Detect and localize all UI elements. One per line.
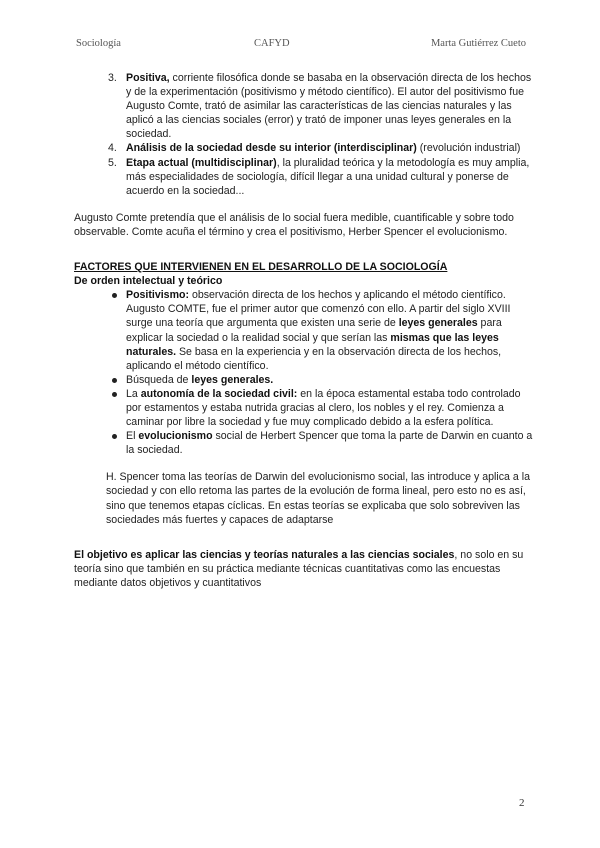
page-header bbox=[76, 38, 526, 52]
stage-title: Análisis de la sociedad desde su interior (interdisciplinar) bbox=[126, 142, 417, 155]
page-content bbox=[74, 71, 534, 590]
bullet-text: social de Herbert Spencer que toma la parte de Darwin en cuanto a la sociedad. bbox=[126, 430, 533, 457]
spencer-paragraph: H. Spencer toma las teorías de Darwin del evolucionismo social, las introduce y aplica a la sociedad y con ello retoma las partes de la evolución de forma lineal, pero esto no es así, sino que tenemos etapas cíclicas. En estas teorías se explicaba que solo sobreviven las sociedades más fuertes y capaces de adaptarse bbox=[106, 471, 530, 526]
list-item bbox=[126, 288, 534, 373]
bullet-text: en la época estamental estaba todo controlado por estamentos y estaba nutrida gracias al clero, los nobles y el rey. Comienza a caminar por libre la sociedad y fue muy complicado debido a la esfera política. bbox=[126, 387, 521, 429]
section-subheading: De orden intelectual y teórico bbox=[74, 275, 223, 288]
bullet-text: observación directa de los hechos y aplicando el método científico. Augusto COMTE, fue el primer autor que comenzó con ello. A partir del siglo XVIII surge una teoría que argumenta que existen una serie de bbox=[126, 289, 511, 330]
header-author: Marta Gutiérrez Cueto bbox=[430, 38, 526, 49]
bullet-bold: leyes generales. bbox=[191, 373, 274, 386]
objective-text: , no solo en su teoría sino que también en su práctica mediante técnicas cuantitativas como las encuestas mediante datos objetivos y cuantitativos bbox=[74, 548, 524, 589]
page-number: 2 bbox=[519, 797, 525, 809]
stage-text: corriente filosófica donde se basaba en la observación directa de los hechos y de la experimentación (positivismo y método científico). El autor del positivismo fue Augusto Comte, trató de asimilar las características de las ciencias naturales y las aplicó a las ciencias sociales (error) y trató de imponer unas leyes generales en la sociedad. bbox=[126, 72, 532, 141]
factors-list bbox=[74, 288, 534, 457]
bullet-text: Búsqueda de bbox=[126, 373, 192, 386]
stage-title: Positiva, bbox=[126, 72, 170, 84]
comte-paragraph: Augusto Comte pretendía que el análisis de lo social fuera medible, cuantificable y sobre todo observable. Comte acuña el término y crea el positivismo, Herber Spencer el evolucionismo. bbox=[74, 211, 514, 238]
bullet-text: La bbox=[126, 387, 141, 400]
list-item bbox=[126, 387, 534, 429]
stages-list bbox=[74, 71, 534, 198]
bullet-bold: evolucionismo bbox=[138, 430, 213, 443]
list-item bbox=[126, 429, 534, 457]
bullet-text: El bbox=[126, 430, 139, 443]
list-item bbox=[126, 373, 534, 387]
objective-bold: El objetivo es aplicar las ciencias y teorías naturales a las ciencias sociales bbox=[74, 548, 455, 561]
list-number: 4. bbox=[108, 142, 117, 155]
list-item bbox=[108, 156, 534, 198]
list-number: 5. bbox=[108, 156, 117, 169]
bullet-bold: leyes generales bbox=[398, 317, 478, 330]
header-course: CAFYD bbox=[254, 38, 290, 49]
bullet-bold: mismas que las leyes naturales. bbox=[126, 331, 499, 358]
stage-text: , la pluralidad teórica y la metodología es muy amplia, más especialidades de sociología, difícil llegar a una unidad cultural y ponerse de acuerdo en la sociedad... bbox=[126, 156, 530, 197]
bullet-bold: Positivismo: bbox=[126, 289, 189, 302]
bullet-text: Se basa en la experiencia y en la observación directa de los hechos, aplicando el método científico. bbox=[126, 345, 502, 372]
list-number: 3. bbox=[108, 72, 117, 84]
objective-paragraph bbox=[74, 548, 534, 590]
bullet-text: para explicar la sociedad o la realidad social y que serían las bbox=[126, 317, 502, 344]
stage-text: (revolución industrial) bbox=[416, 142, 521, 155]
stage-title: Etapa actual (multidisciplinar) bbox=[126, 156, 277, 169]
list-item bbox=[108, 71, 534, 141]
section-title: FACTORES QUE INTERVIENEN EN EL DESARROLLO DE LA SOCIOLOGÍA bbox=[74, 261, 448, 274]
list-item bbox=[108, 141, 534, 155]
header-subject: Sociología bbox=[76, 38, 121, 49]
bullet-bold: autonomía de la sociedad civil: bbox=[140, 387, 298, 400]
